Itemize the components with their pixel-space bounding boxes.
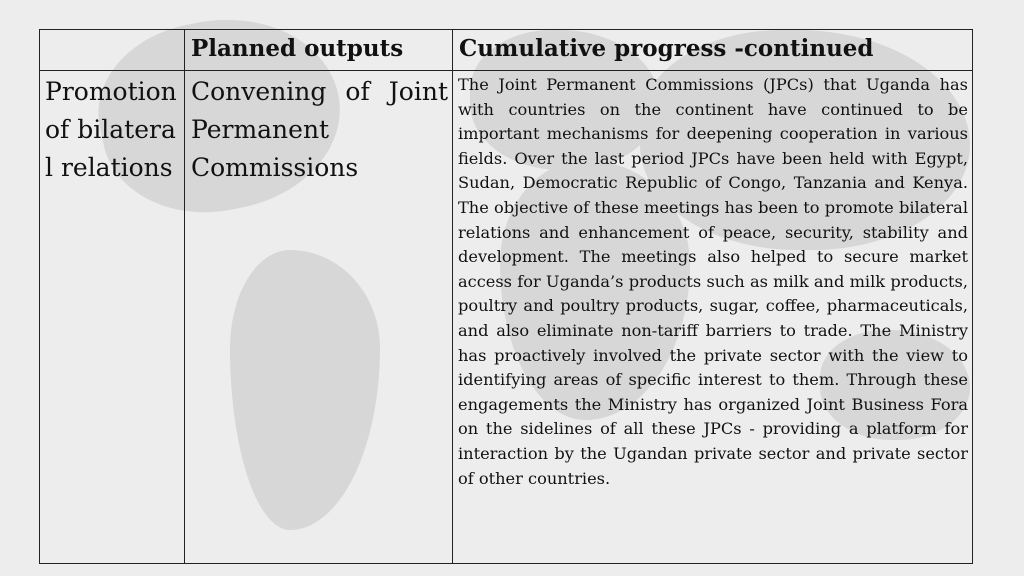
header-cell-cumulative-progress: Cumulative progress -continued [453,30,973,71]
cell-progress: The Joint Permanent Commissions (JPCs) that Uganda has with countries on the continent have continued to be important mechanisms for deepening cooperation in various fields. Over the last period JPCs have been held with Egypt, Sudan, Democratic Republic of Congo, Tanzania and Kenya. The objective of these meetings has been to promote bilateral relations and enhancement of peace, security, stability and development. The meetings also helped to secure market access for Uganda’s products such as milk and milk products, poultry and poultry products, sugar, coffee, pharmaceuticals, and also eliminate non-tariff barriers to trade. The Ministry has proactively involved the private sector with the view to identifying areas of specific interest to them. Through these engagements the Ministry has organized Joint Business Fora on the sidelines of all these JPCs - providing a platform for interaction by the Ugandan private sector and private sector of other countries. [453,71,973,564]
header-cell-area [40,30,185,71]
cell-planned-output: Convening of Joint Permanent Commissions [185,71,453,564]
table-row [40,71,973,564]
progress-table [39,29,973,564]
header-cell-planned-outputs: Planned outputs [185,30,453,71]
cell-area: Promotion of bilateral relations [40,71,185,564]
table-header-row [40,30,973,71]
